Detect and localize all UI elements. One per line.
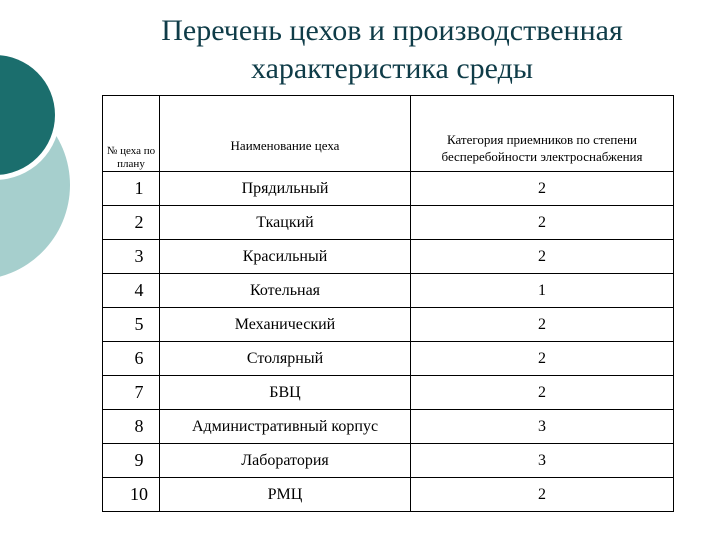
cell-category: 2: [411, 308, 674, 342]
table-row: [103, 240, 674, 274]
cell-name: Столярный: [160, 342, 411, 376]
table-row: [103, 342, 674, 376]
cell-name: Красильный: [160, 240, 411, 274]
cell-number: 1: [103, 172, 160, 206]
cell-name: Ткацкий: [160, 206, 411, 240]
cell-number: 3: [103, 240, 160, 274]
table-row: [103, 376, 674, 410]
cell-category: 3: [411, 410, 674, 444]
page-title: [112, 12, 672, 88]
title-line-1: Перечень цехов и производственная: [161, 14, 623, 47]
table-row: [103, 410, 674, 444]
cell-name: Котельная: [160, 274, 411, 308]
header-workshop-number: № цеха по плану: [103, 96, 160, 172]
title-line-2: характеристика среды: [251, 52, 533, 85]
cell-category: 2: [411, 240, 674, 274]
cell-number: 7: [103, 376, 160, 410]
cell-category: 3: [411, 444, 674, 478]
cell-category: 2: [411, 342, 674, 376]
cell-name: Лаборатория: [160, 444, 411, 478]
cell-number: 2: [103, 206, 160, 240]
cell-category: 2: [411, 478, 674, 512]
cell-name: Административный корпус: [160, 410, 411, 444]
table-row: [103, 444, 674, 478]
cell-number: 4: [103, 274, 160, 308]
cell-name: РМЦ: [160, 478, 411, 512]
table-row: [103, 172, 674, 206]
table-row: [103, 206, 674, 240]
cell-category: 2: [411, 172, 674, 206]
table-row: [103, 274, 674, 308]
cell-number: 9: [103, 444, 160, 478]
cell-number: 10: [103, 478, 160, 512]
cell-number: 5: [103, 308, 160, 342]
header-category: Категория приемников по степени бесперебойности электроснабжения: [411, 96, 674, 172]
cell-category: 2: [411, 376, 674, 410]
cell-name: Механический: [160, 308, 411, 342]
cell-category: 2: [411, 206, 674, 240]
table-header-row: [103, 96, 674, 172]
table-row: [103, 478, 674, 512]
table-row: [103, 308, 674, 342]
cell-name: БВЦ: [160, 376, 411, 410]
cell-number: 8: [103, 410, 160, 444]
header-workshop-name: Наименование цеха: [160, 96, 411, 172]
cell-number: 6: [103, 342, 160, 376]
cell-category: 1: [411, 274, 674, 308]
workshop-table: [102, 95, 674, 512]
cell-name: Прядильный: [160, 172, 411, 206]
